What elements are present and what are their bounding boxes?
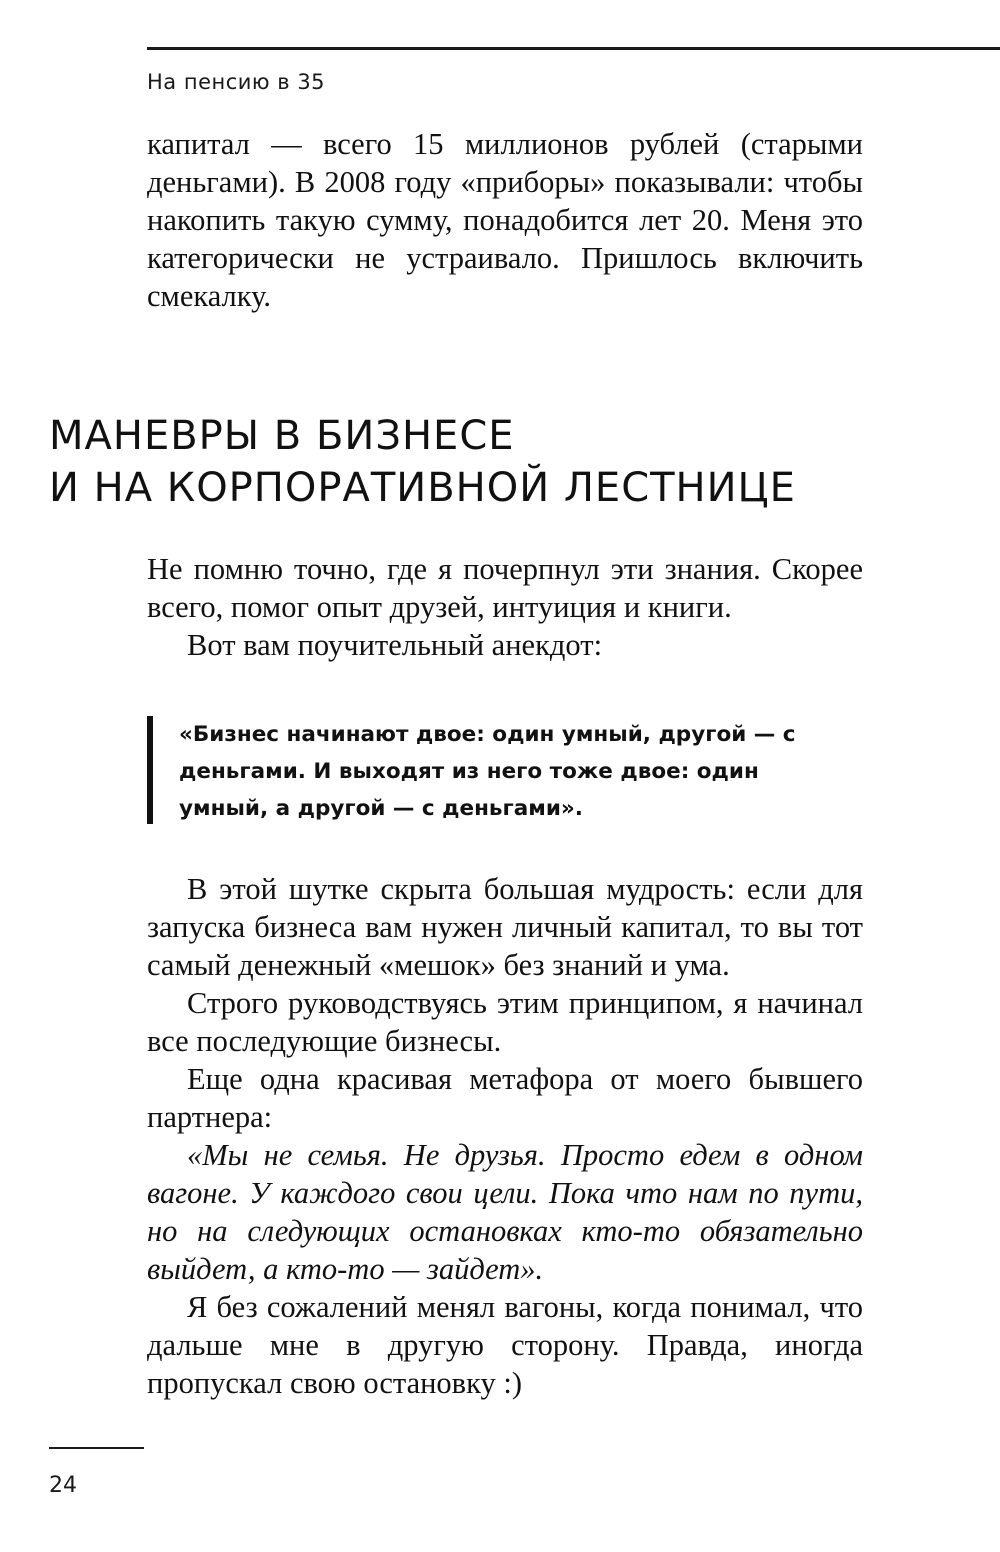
section-two-paragraph-3: Еще одна красивая метафора от моего бывшего партнера:: [147, 1062, 863, 1134]
section-two-paragraph-4: «Мы не семья. Не друзья. Просто едем в одном вагоне. У каждого свои цели. Пока что нам по пути, но на следующих остановках кто-то обязательно выйдет, а кто-то — зайдет».: [147, 1138, 863, 1286]
pull-quote: [147, 716, 863, 824]
chapter-title-line-1: МАНЕВРЫ В БИЗНЕСЕ: [49, 413, 515, 459]
page-number: 24: [49, 1473, 77, 1498]
intro-paragraph: капитал — всего 15 миллионов рублей (старыми деньгами). В 2008 году «приборы» показывали: чтобы накопить такую сумму, понадобится лет 20. Меня это категорически не устраивало. Пришлось включить смекалку.: [147, 127, 863, 313]
section-one: [147, 550, 863, 664]
section-two-paragraph-2: Строго руководствуясь этим принципом, я начинал все последующие бизнесы.: [147, 986, 863, 1058]
running-head: На пенсию в 35: [147, 70, 326, 94]
section-one-paragraph-2: Вот вам поучительный анекдот:: [187, 628, 603, 662]
section-two-paragraph-5: Я без сожалений менял вагоны, когда понимал, что дальше мне в другую сторону. Правда, иногда пропускал свою остановку :): [147, 1290, 863, 1400]
quote-text: «Бизнес начинают двое: один умный, другой — с деньгами. И выходят из него тоже двое: один умный, а другой — с деньгами».: [179, 722, 796, 821]
section-two: [147, 870, 863, 1402]
footer-rule: [49, 1447, 144, 1449]
chapter-title-line-2: И НА КОРПОРАТИВНОЙ ЛЕСТНИЦЕ: [49, 465, 796, 511]
chapter-title: [49, 410, 796, 514]
section-one-paragraph-1: Не помню точно, где я почерпнул эти знания. Скорее всего, помог опыт друзей, интуиция и книги.: [147, 552, 863, 624]
quote-bar: [147, 716, 153, 824]
section-two-paragraph-1: В этой шутке скрыта большая мудрость: если для запуска бизнеса вам нужен личный капитал, то вы тот самый денежный «мешок» без знаний и ума.: [147, 872, 863, 982]
header-rule: [147, 47, 1000, 50]
intro-block: [147, 125, 863, 315]
